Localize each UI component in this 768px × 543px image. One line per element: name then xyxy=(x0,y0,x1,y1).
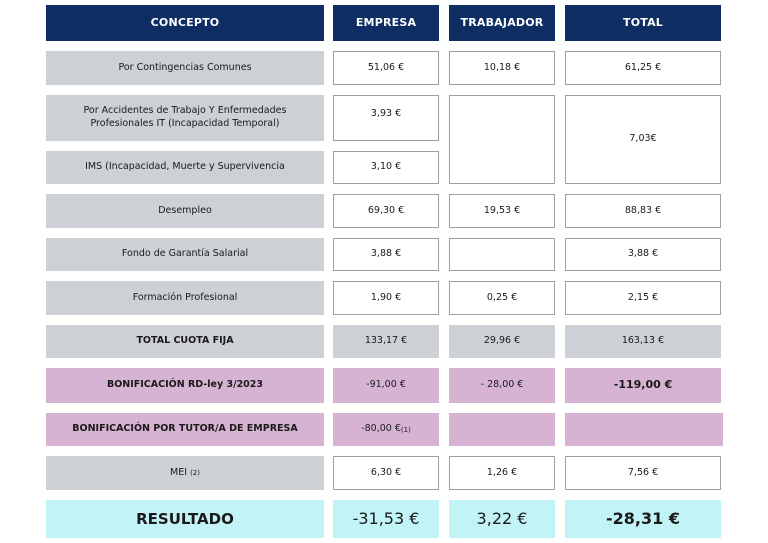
resultado-trabajador: 3,22 € xyxy=(449,500,555,538)
total-cuota-trabajador: 29,96 € xyxy=(449,325,555,358)
label-mei: MEI (2) xyxy=(46,456,324,490)
label-fondo-garantia: Fondo de Garantía Salarial xyxy=(46,238,324,271)
accidentes-empresa: 3,93 € xyxy=(333,95,439,141)
bonificacion-tutor-trabajador xyxy=(449,413,555,446)
label-bonificacion-tutor: BONIFICACIÓN POR TUTOR/A DE EMPRESA xyxy=(46,413,324,446)
bonificacion-tutor-total xyxy=(565,413,723,446)
header-concepto: CONCEPTO xyxy=(46,5,324,41)
contingencias-trabajador: 10,18 € xyxy=(449,51,555,85)
fogasa-total: 3,88 € xyxy=(565,238,721,271)
bonificacion-tutor-empresa-value: -80,00 € xyxy=(361,423,401,435)
mei-empresa: 6,30 € xyxy=(333,456,439,490)
mei-total: 7,56 € xyxy=(565,456,721,490)
label-contingencias-comunes: Por Contingencias Comunes xyxy=(46,51,324,85)
desempleo-empresa: 69,30 € xyxy=(333,194,439,228)
header-trabajador: TRABAJADOR xyxy=(449,5,555,41)
bonificacion-tutor-empresa: -80,00 € (1) xyxy=(333,413,439,446)
label-formacion-profesional: Formación Profesional xyxy=(46,281,324,315)
fogasa-trabajador xyxy=(449,238,555,271)
label-bonificacion-rd: BONIFICACIÓN RD-ley 3/2023 xyxy=(46,368,324,403)
fogasa-empresa: 3,88 € xyxy=(333,238,439,271)
resultado-empresa: -31,53 € xyxy=(333,500,439,538)
total-cuota-total: 163,13 € xyxy=(565,325,721,358)
desempleo-total: 88,83 € xyxy=(565,194,721,228)
label-total-cuota-fija: TOTAL CUOTA FIJA xyxy=(46,325,324,358)
header-total: TOTAL xyxy=(565,5,721,41)
label-desempleo: Desempleo xyxy=(46,194,324,228)
label-accidentes-trabajo: Por Accidentes de Trabajo Y Enfermedades Profesionales IT (Incapacidad Temporal) xyxy=(46,95,324,141)
ims-empresa: 3,10 € xyxy=(333,151,439,184)
formacion-total: 2,15 € xyxy=(565,281,721,315)
label-resultado: RESULTADO xyxy=(46,500,324,538)
bonificacion-rd-trabajador: - 28,00 € xyxy=(449,368,555,403)
accidentes-ims-total: 7,03€ xyxy=(565,95,721,184)
accidentes-ims-trabajador xyxy=(449,95,555,184)
formacion-trabajador: 0,25 € xyxy=(449,281,555,315)
formacion-empresa: 1,90 € xyxy=(333,281,439,315)
mei-label-text: MEI xyxy=(170,466,188,478)
bonificacion-rd-empresa: -91,00 € xyxy=(333,368,439,403)
bonificacion-rd-total: -119,00 € xyxy=(565,368,721,403)
label-ims: IMS (Incapacidad, Muerte y Supervivencia xyxy=(46,151,324,184)
contingencias-empresa: 51,06 € xyxy=(333,51,439,85)
header-empresa: EMPRESA xyxy=(333,5,439,41)
contingencias-total: 61,25 € xyxy=(565,51,721,85)
resultado-total: -28,31 € xyxy=(565,500,721,538)
desempleo-trabajador: 19,53 € xyxy=(449,194,555,228)
mei-trabajador: 1,26 € xyxy=(449,456,555,490)
total-cuota-empresa: 133,17 € xyxy=(333,325,439,358)
